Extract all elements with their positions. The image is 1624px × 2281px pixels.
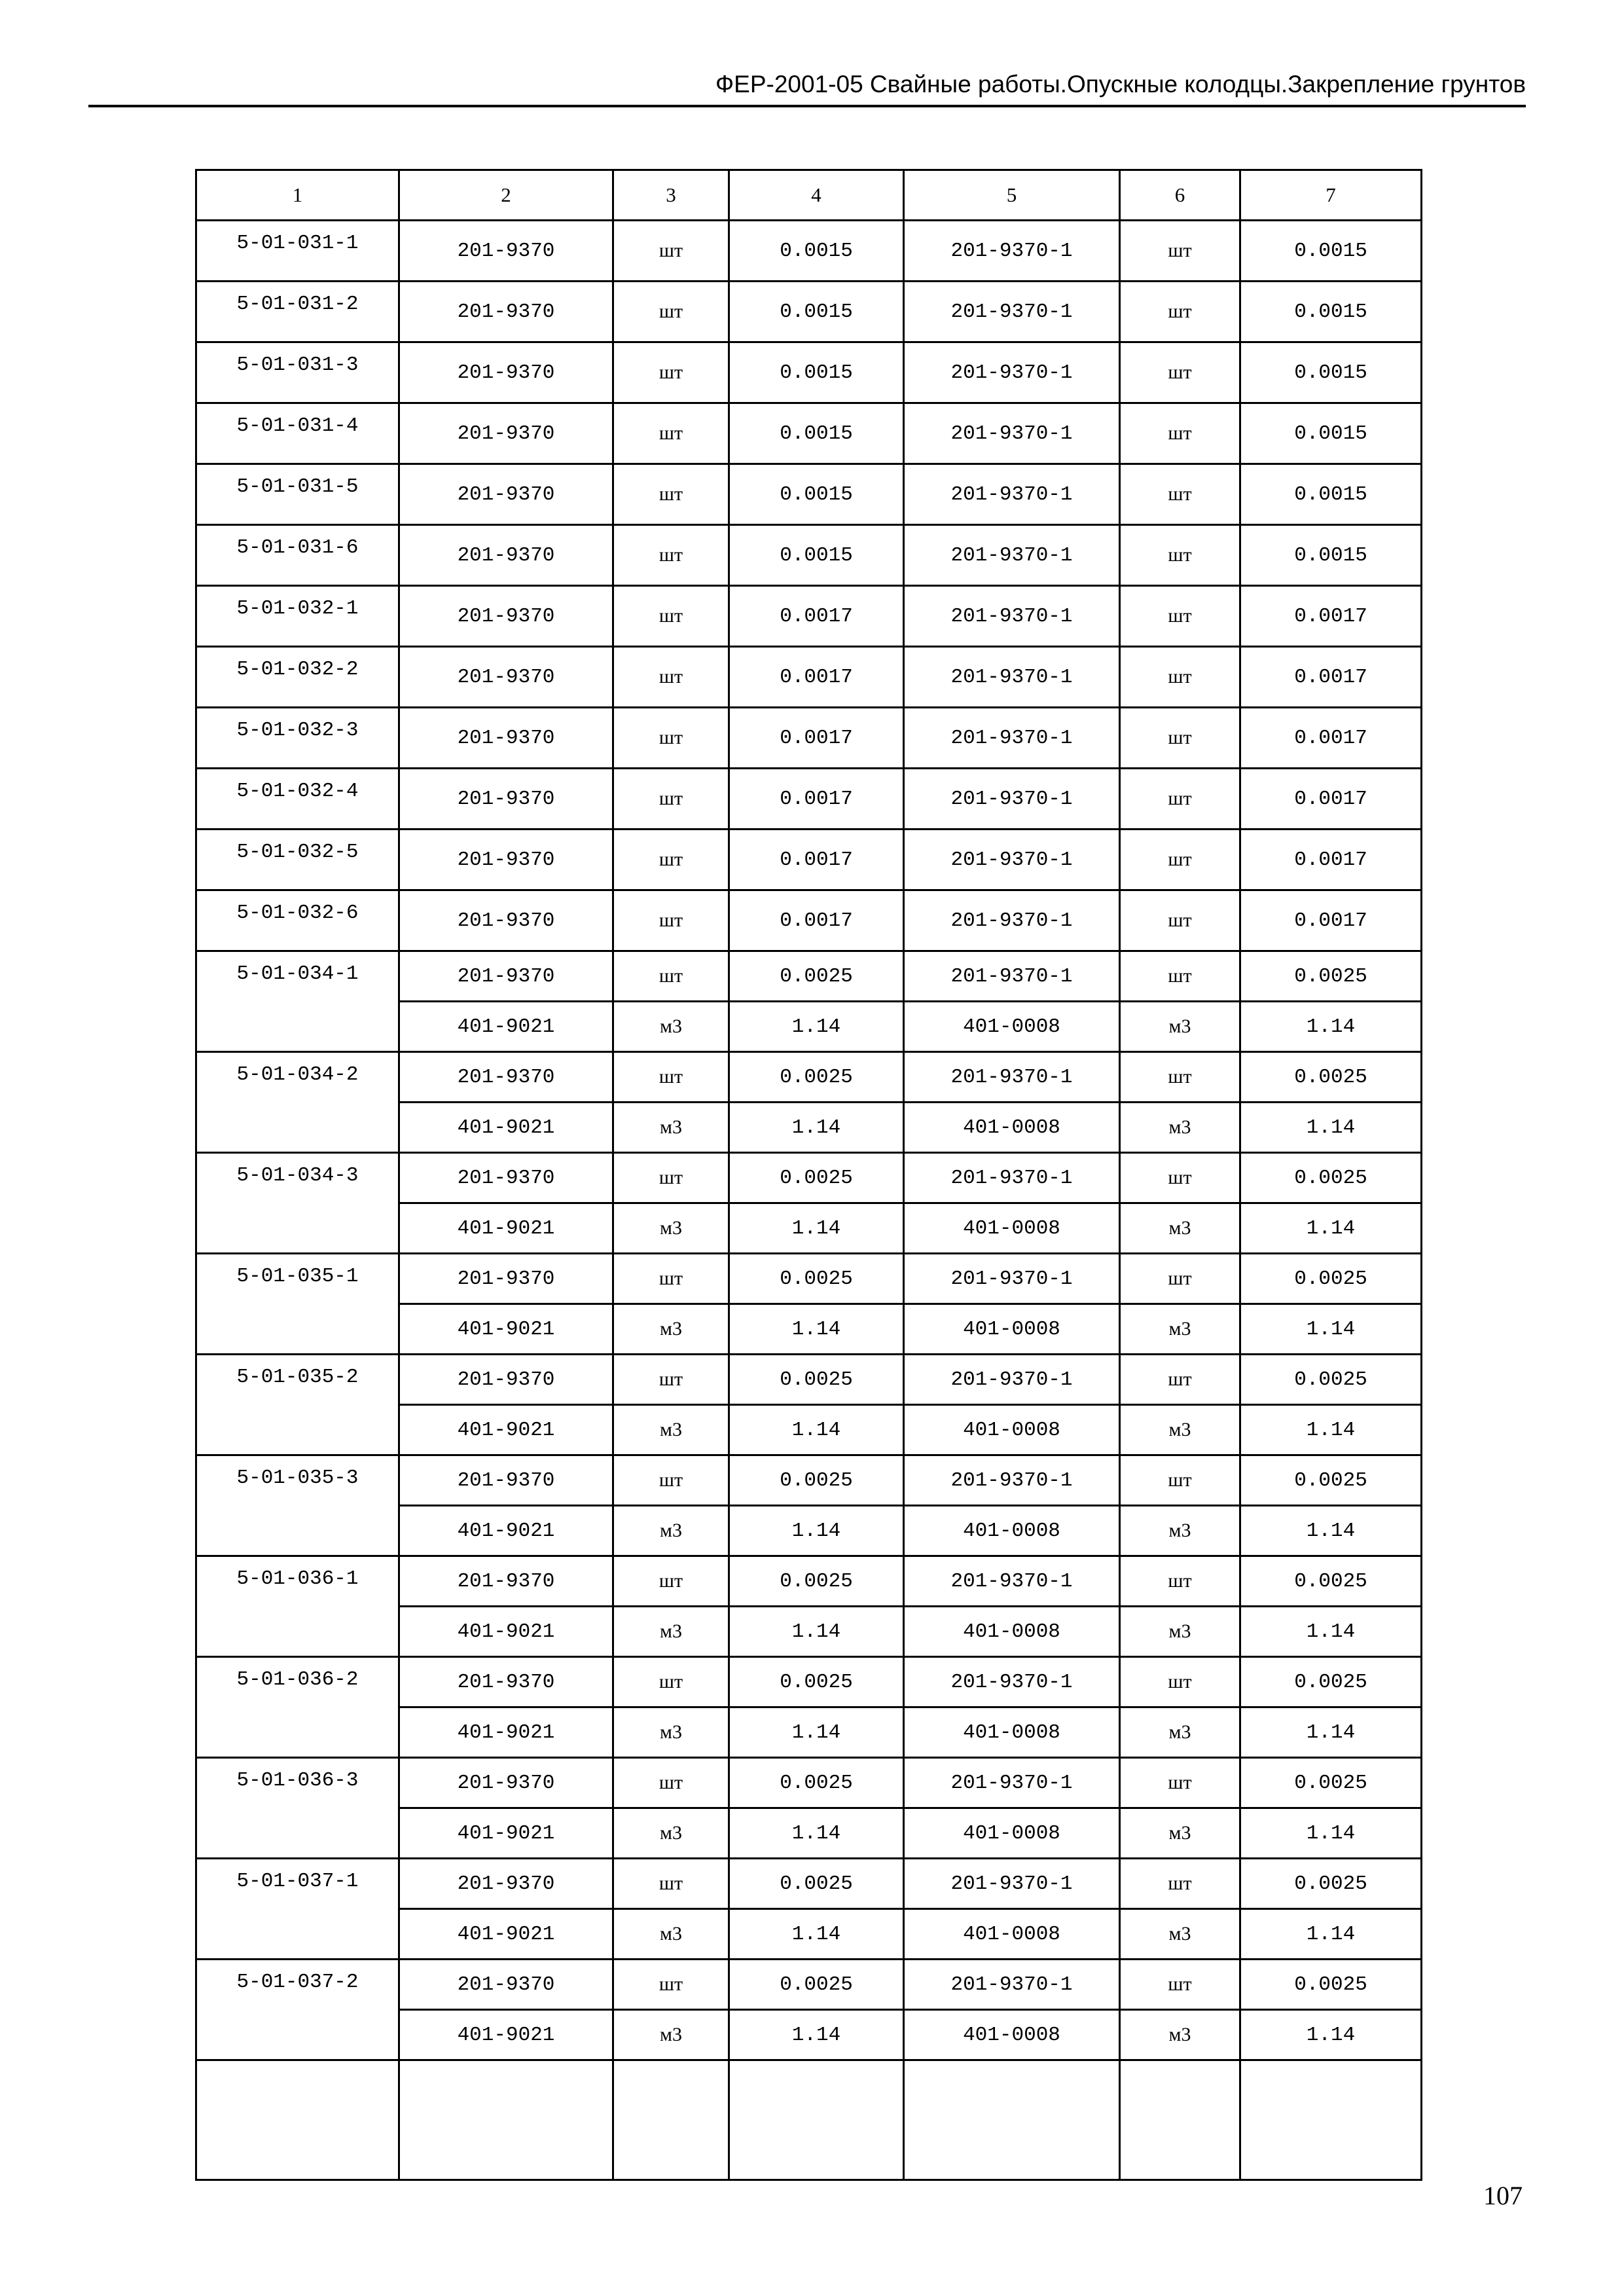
- resource-code-cell: 201-9370: [399, 1657, 613, 1707]
- quantity-cell: 0.0017: [729, 586, 904, 647]
- empty-cell: [1120, 2060, 1240, 2180]
- quantity-cell: 0.0017: [729, 647, 904, 708]
- quantity-cell: 0.0025: [1240, 1859, 1422, 1909]
- resource-code-cell: 201-9370: [399, 342, 613, 403]
- quantity-cell: 0.0015: [729, 221, 904, 282]
- quantity-cell: 1.14: [1240, 1002, 1422, 1052]
- quantity-cell: 0.0025: [729, 1153, 904, 1203]
- unit-cell: м3: [1120, 2010, 1240, 2060]
- resource-code-cell: 201-9370: [399, 1455, 613, 1506]
- quantity-cell: 0.0015: [1240, 464, 1422, 525]
- resource-code-cell: 401-9021: [399, 1909, 613, 1960]
- table-row: [196, 586, 1422, 647]
- unit-cell: м3: [613, 1103, 729, 1153]
- resource-code-cell: 201-9370: [399, 282, 613, 342]
- table-row: [196, 1153, 1422, 1203]
- table-row: [196, 769, 1422, 830]
- unit-cell: шт: [1120, 1455, 1240, 1506]
- quantity-cell: 1.14: [1240, 1808, 1422, 1859]
- quantity-cell: 1.14: [1240, 1506, 1422, 1556]
- resource-code-cell: 401-9021: [399, 2010, 613, 2060]
- column-header: 2: [399, 170, 613, 221]
- replacement-code-cell: 201-9370-1: [904, 282, 1120, 342]
- resource-code-cell: 201-9370: [399, 769, 613, 830]
- replacement-code-cell: 201-9370-1: [904, 1657, 1120, 1707]
- replacement-code-cell: 201-9370-1: [904, 1455, 1120, 1506]
- rate-code-cell: 5-01-032-4: [196, 769, 399, 830]
- unit-cell: шт: [1120, 1052, 1240, 1103]
- resource-code-cell: 401-9021: [399, 1808, 613, 1859]
- replacement-code-cell: 201-9370-1: [904, 1859, 1120, 1909]
- quantity-cell: 0.0025: [1240, 1254, 1422, 1304]
- resource-code-cell: 201-9370: [399, 403, 613, 464]
- resource-code-cell: 201-9370: [399, 1960, 613, 2010]
- quantity-cell: 1.14: [729, 1405, 904, 1455]
- rate-code-cell: 5-01-031-2: [196, 282, 399, 342]
- unit-cell: шт: [1120, 1355, 1240, 1405]
- resource-code-cell: 201-9370: [399, 1153, 613, 1203]
- table-row: [196, 525, 1422, 586]
- unit-cell: шт: [613, 464, 729, 525]
- unit-cell: м3: [613, 2010, 729, 2060]
- resource-code-cell: 201-9370: [399, 1859, 613, 1909]
- rate-code-cell: 5-01-037-2: [196, 1960, 399, 2060]
- quantity-cell: 0.0025: [1240, 1657, 1422, 1707]
- table-row: [196, 647, 1422, 708]
- unit-cell: шт: [1120, 708, 1240, 769]
- column-header: 3: [613, 170, 729, 221]
- unit-cell: шт: [1120, 769, 1240, 830]
- unit-cell: шт: [613, 586, 729, 647]
- rate-code-cell: 5-01-034-1: [196, 951, 399, 1052]
- quantity-cell: 0.0015: [729, 403, 904, 464]
- quantity-cell: 0.0017: [729, 769, 904, 830]
- replacement-code-cell: 401-0008: [904, 1909, 1120, 1960]
- empty-cell: [399, 2060, 613, 2180]
- unit-cell: шт: [613, 647, 729, 708]
- quantity-cell: 0.0015: [1240, 403, 1422, 464]
- unit-cell: шт: [613, 403, 729, 464]
- table-body: [196, 170, 1422, 2180]
- unit-cell: шт: [613, 1960, 729, 2010]
- unit-cell: шт: [613, 830, 729, 890]
- unit-cell: шт: [613, 1254, 729, 1304]
- table-row: [196, 342, 1422, 403]
- quantity-cell: 0.0015: [1240, 282, 1422, 342]
- quantity-cell: 0.0017: [1240, 586, 1422, 647]
- replacement-code-cell: 401-0008: [904, 1707, 1120, 1758]
- table-row: [196, 221, 1422, 282]
- column-header: 4: [729, 170, 904, 221]
- quantity-cell: 0.0017: [1240, 769, 1422, 830]
- quantity-cell: 0.0025: [1240, 1556, 1422, 1607]
- table-header-row: [196, 170, 1422, 221]
- quantity-cell: 0.0017: [729, 708, 904, 769]
- rate-code-cell: 5-01-035-2: [196, 1355, 399, 1455]
- table-row: [196, 890, 1422, 951]
- unit-cell: шт: [1120, 221, 1240, 282]
- replacement-code-cell: 401-0008: [904, 1203, 1120, 1254]
- unit-cell: м3: [1120, 1203, 1240, 1254]
- rate-code-cell: 5-01-036-3: [196, 1758, 399, 1859]
- quantity-cell: 1.14: [729, 1707, 904, 1758]
- quantity-cell: 1.14: [1240, 2010, 1422, 2060]
- replacement-code-cell: 401-0008: [904, 2010, 1120, 2060]
- quantity-cell: 1.14: [729, 1304, 904, 1355]
- quantity-cell: 0.0025: [1240, 1758, 1422, 1808]
- rate-code-cell: 5-01-032-5: [196, 830, 399, 890]
- resource-table: [195, 169, 1422, 2181]
- unit-cell: шт: [613, 890, 729, 951]
- unit-cell: шт: [1120, 1960, 1240, 2010]
- rate-code-cell: 5-01-031-3: [196, 342, 399, 403]
- unit-cell: шт: [613, 1657, 729, 1707]
- unit-cell: шт: [613, 1859, 729, 1909]
- table-row: [196, 282, 1422, 342]
- replacement-code-cell: 201-9370-1: [904, 221, 1120, 282]
- unit-cell: шт: [1120, 890, 1240, 951]
- quantity-cell: 0.0025: [729, 1859, 904, 1909]
- unit-cell: шт: [1120, 647, 1240, 708]
- replacement-code-cell: 201-9370-1: [904, 525, 1120, 586]
- replacement-code-cell: 201-9370-1: [904, 464, 1120, 525]
- page-number: 107: [1483, 2181, 1523, 2210]
- resource-code-cell: 401-9021: [399, 1002, 613, 1052]
- unit-cell: м3: [1120, 1808, 1240, 1859]
- resource-code-cell: 201-9370: [399, 1758, 613, 1808]
- table-row: [196, 403, 1422, 464]
- replacement-code-cell: 401-0008: [904, 1808, 1120, 1859]
- table-row: [196, 1657, 1422, 1707]
- empty-cell: [196, 2060, 399, 2180]
- unit-cell: м3: [613, 1808, 729, 1859]
- replacement-code-cell: 201-9370-1: [904, 1758, 1120, 1808]
- rate-code-cell: 5-01-031-5: [196, 464, 399, 525]
- unit-cell: шт: [613, 1153, 729, 1203]
- quantity-cell: 0.0015: [729, 464, 904, 525]
- rate-code-cell: 5-01-032-1: [196, 586, 399, 647]
- resource-code-cell: 401-9021: [399, 1304, 613, 1355]
- unit-cell: м3: [1120, 1103, 1240, 1153]
- table-row: [196, 951, 1422, 1002]
- resource-code-cell: 201-9370: [399, 951, 613, 1002]
- unit-cell: шт: [613, 769, 729, 830]
- empty-cell: [613, 2060, 729, 2180]
- quantity-cell: 0.0025: [1240, 1455, 1422, 1506]
- unit-cell: шт: [1120, 586, 1240, 647]
- unit-cell: шт: [1120, 1254, 1240, 1304]
- resource-code-cell: 401-9021: [399, 1506, 613, 1556]
- quantity-cell: 0.0015: [1240, 342, 1422, 403]
- resource-code-cell: 201-9370: [399, 464, 613, 525]
- rate-code-cell: 5-01-034-3: [196, 1153, 399, 1254]
- resource-code-cell: 401-9021: [399, 1203, 613, 1254]
- replacement-code-cell: 201-9370-1: [904, 1355, 1120, 1405]
- replacement-code-cell: 401-0008: [904, 1304, 1120, 1355]
- unit-cell: шт: [613, 951, 729, 1002]
- unit-cell: шт: [1120, 1758, 1240, 1808]
- quantity-cell: 1.14: [729, 1808, 904, 1859]
- resource-code-cell: 201-9370: [399, 1254, 613, 1304]
- rate-code-cell: 5-01-035-1: [196, 1254, 399, 1355]
- unit-cell: шт: [613, 1355, 729, 1405]
- unit-cell: м3: [613, 1405, 729, 1455]
- unit-cell: шт: [1120, 1859, 1240, 1909]
- unit-cell: шт: [1120, 1556, 1240, 1607]
- quantity-cell: 1.14: [1240, 1304, 1422, 1355]
- unit-cell: м3: [613, 1506, 729, 1556]
- unit-cell: м3: [613, 1607, 729, 1657]
- unit-cell: шт: [1120, 525, 1240, 586]
- table-row: [196, 1859, 1422, 1909]
- quantity-cell: 0.0025: [1240, 951, 1422, 1002]
- quantity-cell: 0.0017: [729, 890, 904, 951]
- unit-cell: м3: [1120, 1607, 1240, 1657]
- replacement-code-cell: 201-9370-1: [904, 403, 1120, 464]
- resource-code-cell: 201-9370: [399, 708, 613, 769]
- resource-code-cell: 401-9021: [399, 1707, 613, 1758]
- unit-cell: шт: [613, 282, 729, 342]
- unit-cell: шт: [613, 221, 729, 282]
- header-rule: [88, 105, 1526, 107]
- unit-cell: шт: [613, 1556, 729, 1607]
- unit-cell: шт: [1120, 403, 1240, 464]
- resource-code-cell: 201-9370: [399, 830, 613, 890]
- unit-cell: м3: [613, 1203, 729, 1254]
- resource-code-cell: 401-9021: [399, 1607, 613, 1657]
- quantity-cell: 0.0025: [1240, 1960, 1422, 2010]
- unit-cell: м3: [613, 1002, 729, 1052]
- quantity-cell: 0.0025: [729, 1254, 904, 1304]
- unit-cell: шт: [613, 1455, 729, 1506]
- unit-cell: м3: [1120, 1002, 1240, 1052]
- resource-code-cell: 401-9021: [399, 1405, 613, 1455]
- unit-cell: м3: [1120, 1304, 1240, 1355]
- quantity-cell: 1.14: [729, 1002, 904, 1052]
- replacement-code-cell: 201-9370-1: [904, 1052, 1120, 1103]
- quantity-cell: 0.0015: [729, 342, 904, 403]
- column-header: 6: [1120, 170, 1240, 221]
- unit-cell: шт: [1120, 342, 1240, 403]
- replacement-code-cell: 201-9370-1: [904, 890, 1120, 951]
- quantity-cell: 1.14: [1240, 1707, 1422, 1758]
- quantity-cell: 0.0015: [1240, 221, 1422, 282]
- page-header-title: ФЕР-2001-05 Свайные работы.Опускные колодцы.Закрепление грунтов: [715, 71, 1526, 98]
- quantity-cell: 0.0025: [729, 1657, 904, 1707]
- unit-cell: шт: [613, 708, 729, 769]
- empty-cell: [1240, 2060, 1422, 2180]
- table-row: [196, 1960, 1422, 2010]
- quantity-cell: 0.0025: [729, 1758, 904, 1808]
- table-row: [196, 708, 1422, 769]
- unit-cell: шт: [1120, 282, 1240, 342]
- rate-code-cell: 5-01-036-2: [196, 1657, 399, 1758]
- resource-code-cell: 201-9370: [399, 586, 613, 647]
- replacement-code-cell: 201-9370-1: [904, 342, 1120, 403]
- replacement-code-cell: 401-0008: [904, 1103, 1120, 1153]
- table-row: [196, 1355, 1422, 1405]
- rate-code-cell: 5-01-036-1: [196, 1556, 399, 1657]
- quantity-cell: 0.0025: [729, 1960, 904, 2010]
- table-row: [196, 1455, 1422, 1506]
- unit-cell: м3: [1120, 1506, 1240, 1556]
- resource-code-cell: 201-9370: [399, 1052, 613, 1103]
- quantity-cell: 0.0017: [1240, 708, 1422, 769]
- unit-cell: шт: [1120, 951, 1240, 1002]
- rate-code-cell: 5-01-032-3: [196, 708, 399, 769]
- quantity-cell: 0.0015: [1240, 525, 1422, 586]
- quantity-cell: 0.0015: [729, 282, 904, 342]
- unit-cell: шт: [1120, 830, 1240, 890]
- quantity-cell: 0.0025: [1240, 1355, 1422, 1405]
- replacement-code-cell: 201-9370-1: [904, 830, 1120, 890]
- replacement-code-cell: 201-9370-1: [904, 951, 1120, 1002]
- rate-code-cell: 5-01-031-4: [196, 403, 399, 464]
- replacement-code-cell: 201-9370-1: [904, 1960, 1120, 2010]
- quantity-cell: 1.14: [1240, 1405, 1422, 1455]
- unit-cell: м3: [613, 1707, 729, 1758]
- quantity-cell: 0.0015: [729, 525, 904, 586]
- rate-code-cell: 5-01-031-1: [196, 221, 399, 282]
- unit-cell: шт: [613, 1758, 729, 1808]
- unit-cell: шт: [613, 525, 729, 586]
- unit-cell: шт: [613, 342, 729, 403]
- table-row: [196, 1254, 1422, 1304]
- quantity-cell: 1.14: [1240, 1607, 1422, 1657]
- table-row: [196, 1758, 1422, 1808]
- replacement-code-cell: 401-0008: [904, 1607, 1120, 1657]
- quantity-cell: 1.14: [729, 1607, 904, 1657]
- quantity-cell: 1.14: [729, 1506, 904, 1556]
- quantity-cell: 1.14: [1240, 1103, 1422, 1153]
- empty-cell: [904, 2060, 1120, 2180]
- quantity-cell: 0.0025: [729, 951, 904, 1002]
- unit-cell: м3: [1120, 1707, 1240, 1758]
- table-row: [196, 464, 1422, 525]
- quantity-cell: 0.0017: [729, 830, 904, 890]
- replacement-code-cell: 201-9370-1: [904, 708, 1120, 769]
- quantity-cell: 0.0025: [729, 1455, 904, 1506]
- quantity-cell: 0.0025: [1240, 1153, 1422, 1203]
- resource-code-cell: 201-9370: [399, 1556, 613, 1607]
- replacement-code-cell: 201-9370-1: [904, 769, 1120, 830]
- quantity-cell: 0.0017: [1240, 647, 1422, 708]
- rate-code-cell: 5-01-035-3: [196, 1455, 399, 1556]
- column-header: 7: [1240, 170, 1422, 221]
- rate-code-cell: 5-01-032-2: [196, 647, 399, 708]
- unit-cell: м3: [613, 1909, 729, 1960]
- replacement-code-cell: 401-0008: [904, 1506, 1120, 1556]
- quantity-cell: 1.14: [729, 2010, 904, 2060]
- replacement-code-cell: 201-9370-1: [904, 1556, 1120, 1607]
- quantity-cell: 1.14: [729, 1103, 904, 1153]
- rate-code-cell: 5-01-032-6: [196, 890, 399, 951]
- quantity-cell: 1.14: [729, 1203, 904, 1254]
- quantity-cell: 0.0025: [1240, 1052, 1422, 1103]
- replacement-code-cell: 201-9370-1: [904, 1254, 1120, 1304]
- quantity-cell: 0.0025: [729, 1052, 904, 1103]
- replacement-code-cell: 401-0008: [904, 1002, 1120, 1052]
- column-header: 1: [196, 170, 399, 221]
- unit-cell: шт: [613, 1052, 729, 1103]
- rate-code-cell: 5-01-031-6: [196, 525, 399, 586]
- resource-code-cell: 201-9370: [399, 221, 613, 282]
- quantity-cell: 1.14: [729, 1909, 904, 1960]
- table-row: [196, 1556, 1422, 1607]
- resource-code-cell: 201-9370: [399, 525, 613, 586]
- unit-cell: шт: [1120, 1657, 1240, 1707]
- unit-cell: шт: [1120, 464, 1240, 525]
- quantity-cell: 1.14: [1240, 1203, 1422, 1254]
- replacement-code-cell: 201-9370-1: [904, 647, 1120, 708]
- unit-cell: м3: [613, 1304, 729, 1355]
- rate-code-cell: 5-01-037-1: [196, 1859, 399, 1960]
- resource-code-cell: 401-9021: [399, 1103, 613, 1153]
- quantity-cell: 0.0017: [1240, 830, 1422, 890]
- resource-code-cell: 201-9370: [399, 647, 613, 708]
- replacement-code-cell: 401-0008: [904, 1405, 1120, 1455]
- rate-code-cell: 5-01-034-2: [196, 1052, 399, 1153]
- empty-cell: [729, 2060, 904, 2180]
- replacement-code-cell: 201-9370-1: [904, 1153, 1120, 1203]
- quantity-cell: 1.14: [1240, 1909, 1422, 1960]
- table-row: [196, 1052, 1422, 1103]
- unit-cell: м3: [1120, 1909, 1240, 1960]
- unit-cell: шт: [1120, 1153, 1240, 1203]
- column-header: 5: [904, 170, 1120, 221]
- empty-row: [196, 2060, 1422, 2180]
- table-row: [196, 830, 1422, 890]
- resource-code-cell: 201-9370: [399, 1355, 613, 1405]
- resource-code-cell: 201-9370: [399, 890, 613, 951]
- quantity-cell: 0.0017: [1240, 890, 1422, 951]
- replacement-code-cell: 201-9370-1: [904, 586, 1120, 647]
- unit-cell: м3: [1120, 1405, 1240, 1455]
- quantity-cell: 0.0025: [729, 1556, 904, 1607]
- quantity-cell: 0.0025: [729, 1355, 904, 1405]
